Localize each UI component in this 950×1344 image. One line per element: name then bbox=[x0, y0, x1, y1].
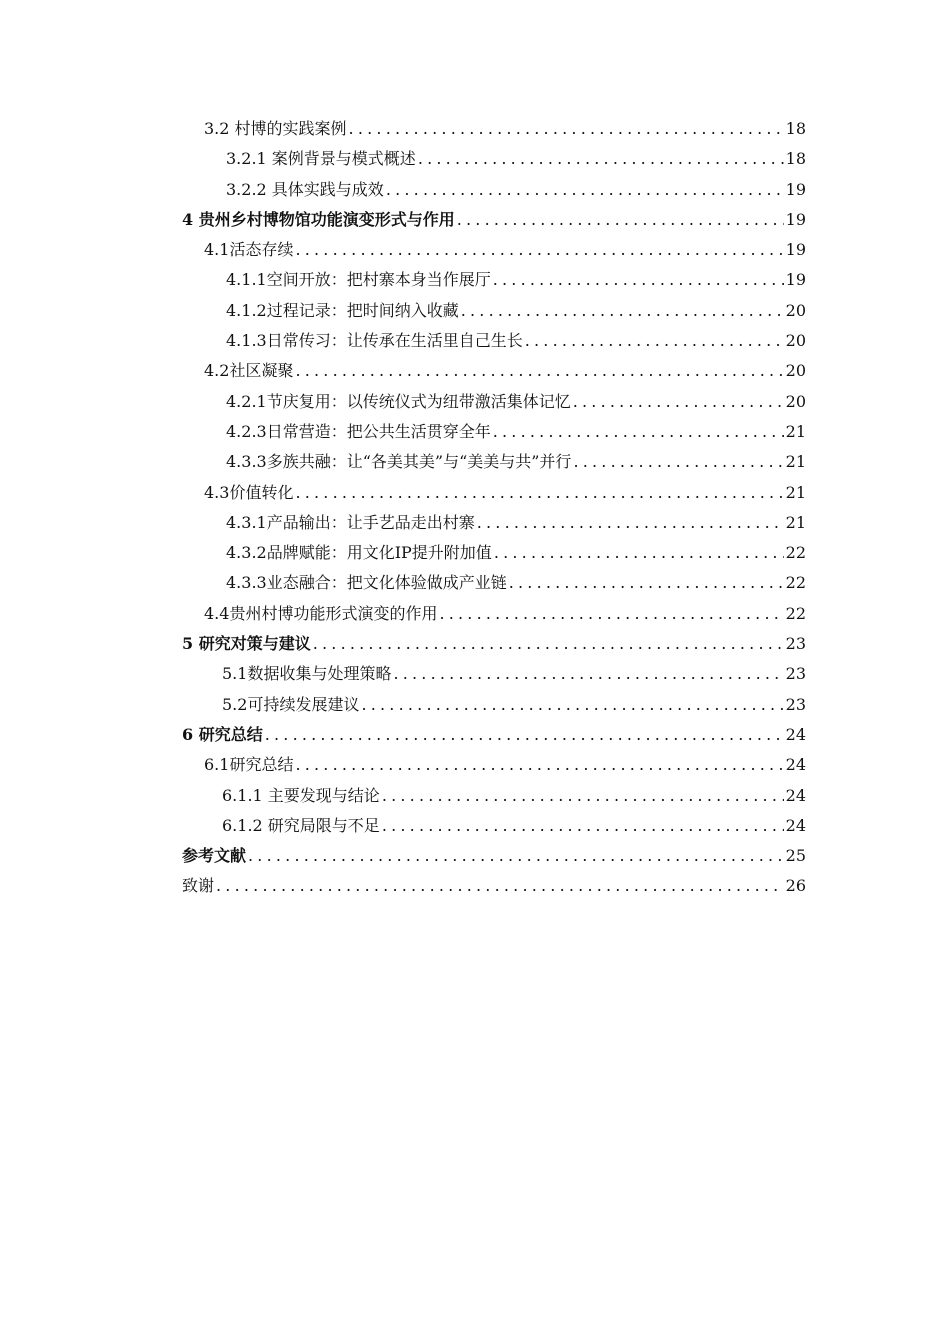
toc-leader-dots bbox=[573, 387, 784, 417]
toc-entry-page: 24 bbox=[785, 755, 806, 775]
toc-entry-title: 4.2.1节庆复用：以传统仪式为纽带激活集体记忆 bbox=[226, 391, 571, 411]
toc-entry-title: 3.2.1 案例背景与模式概述 bbox=[226, 149, 416, 169]
toc-entry-title: 4.1.2过程记录：把时间纳入收藏 bbox=[226, 300, 459, 320]
toc-entry-page: 20 bbox=[785, 391, 806, 411]
toc-entry[interactable] bbox=[182, 478, 806, 508]
toc-entry-title: 参考文献 bbox=[182, 846, 247, 866]
toc-entry-title: 3.2 村博的实践案例 bbox=[204, 119, 347, 138]
toc-entry[interactable] bbox=[182, 629, 806, 659]
toc-entry-title: 5.1数据收集与处理策略 bbox=[222, 664, 392, 684]
toc-entry-page: 23 bbox=[785, 634, 806, 654]
toc-entry-page: 23 bbox=[785, 664, 806, 684]
toc-leader-dots bbox=[313, 629, 784, 659]
toc-entry-title: 4.2.3日常营造：把公共生活贯穿全年 bbox=[226, 421, 491, 441]
toc-entry-title: 4.3.3多族共融：让“各美其美”与“美美与共”并行 bbox=[226, 452, 572, 472]
toc-entry[interactable] bbox=[182, 356, 806, 386]
toc-entry-page: 23 bbox=[785, 694, 806, 714]
toc-entry-title: 4.1.3日常传习：让传承在生活里自己生长 bbox=[226, 331, 523, 351]
toc-leader-dots bbox=[393, 659, 783, 689]
toc-entry-title: 4 贵州乡村博物馆功能演变形式与作用 bbox=[182, 209, 455, 229]
toc-leader-dots bbox=[525, 326, 784, 356]
toc-entry-title: 4.1活态存续 bbox=[204, 240, 294, 260]
toc-entry[interactable] bbox=[182, 175, 806, 205]
toc-entry-page: 19 bbox=[785, 270, 806, 290]
toc-entry-page: 24 bbox=[785, 815, 806, 835]
toc-entry[interactable] bbox=[182, 568, 806, 598]
toc-leader-dots bbox=[216, 871, 784, 901]
toc-entry-title: 4.1.1空间开放：把村寨本身当作展厅 bbox=[226, 270, 491, 290]
toc-entry-title: 4.3.3业态融合：把文化体验做成产业链 bbox=[226, 573, 507, 593]
toc-entry[interactable] bbox=[182, 781, 806, 811]
toc-entry[interactable] bbox=[182, 144, 806, 174]
toc-leader-dots bbox=[361, 690, 783, 720]
toc-leader-dots bbox=[461, 296, 784, 326]
toc-entry-title: 6.1.1 主要发现与结论 bbox=[222, 785, 380, 805]
toc-entry-title: 4.3.1产品输出：让手艺品走出村寨 bbox=[226, 512, 475, 532]
toc-entry-page: 18 bbox=[785, 119, 806, 138]
toc-entry[interactable] bbox=[182, 265, 806, 295]
toc-entry[interactable] bbox=[182, 205, 806, 235]
toc-leader-dots bbox=[418, 144, 784, 174]
toc-leader-dots bbox=[349, 114, 784, 144]
toc-entry-page: 24 bbox=[785, 785, 806, 805]
toc-leader-dots bbox=[295, 356, 783, 386]
toc-entry[interactable] bbox=[182, 538, 806, 568]
toc-entry[interactable] bbox=[182, 235, 806, 265]
toc-leader-dots bbox=[493, 265, 784, 295]
toc-entry[interactable] bbox=[182, 387, 806, 417]
toc-leader-dots bbox=[386, 175, 784, 205]
toc-entry[interactable] bbox=[182, 750, 806, 780]
toc-entry-title: 3.2.2 具体实践与成效 bbox=[226, 179, 384, 199]
toc-entry-page: 22 bbox=[785, 573, 806, 593]
toc-entry-page: 22 bbox=[785, 603, 806, 623]
toc-leader-dots bbox=[382, 781, 784, 811]
toc-entry-page: 25 bbox=[785, 846, 806, 866]
toc-entry[interactable] bbox=[182, 690, 806, 720]
toc-leader-dots bbox=[493, 417, 784, 447]
toc-entry-title: 6.1研究总结 bbox=[204, 755, 294, 775]
toc-entry-page: 21 bbox=[785, 512, 806, 532]
toc-leader-dots bbox=[457, 205, 784, 235]
toc-entry[interactable] bbox=[182, 871, 806, 901]
toc-entry-page: 21 bbox=[785, 421, 806, 441]
toc-entry[interactable] bbox=[182, 326, 806, 356]
toc-leader-dots bbox=[265, 720, 784, 750]
toc-entry-title: 4.2社区凝聚 bbox=[204, 361, 294, 381]
toc-entry-page: 20 bbox=[785, 361, 806, 381]
toc-leader-dots bbox=[248, 841, 784, 871]
toc-leader-dots bbox=[382, 811, 784, 841]
toc-entry-page: 22 bbox=[785, 543, 806, 563]
toc-entry-page: 21 bbox=[785, 452, 806, 472]
toc-entry-title: 5 研究对策与建议 bbox=[182, 634, 311, 654]
toc-entry-title: 致谢 bbox=[182, 876, 215, 896]
toc-entry-title: 4.3.2品牌赋能：用文化IP提升附加值 bbox=[226, 543, 492, 563]
toc-entry-title: 4.4贵州村博功能形式演变的作用 bbox=[204, 603, 438, 623]
toc-entry-title: 6 研究总结 bbox=[182, 724, 263, 744]
toc-entry[interactable] bbox=[182, 417, 806, 447]
toc-entry-title: 5.2可持续发展建议 bbox=[222, 694, 360, 714]
toc-entry[interactable] bbox=[182, 720, 806, 750]
toc-entry-page: 24 bbox=[785, 724, 806, 744]
table-of-contents bbox=[182, 114, 806, 902]
toc-entry-page: 21 bbox=[785, 482, 806, 502]
toc-leader-dots bbox=[295, 750, 783, 780]
toc-entry-page: 26 bbox=[785, 876, 806, 896]
toc-entry[interactable] bbox=[182, 841, 806, 871]
toc-entry[interactable] bbox=[182, 114, 806, 144]
toc-entry[interactable] bbox=[182, 811, 806, 841]
toc-leader-dots bbox=[295, 478, 783, 508]
toc-entry[interactable] bbox=[182, 296, 806, 326]
toc-entry[interactable] bbox=[182, 659, 806, 689]
toc-entry-page: 19 bbox=[785, 179, 806, 199]
toc-entry-page: 20 bbox=[785, 300, 806, 320]
toc-entry[interactable] bbox=[182, 508, 806, 538]
toc-leader-dots bbox=[494, 538, 784, 568]
toc-entry-page: 20 bbox=[785, 331, 806, 351]
toc-entry-page: 19 bbox=[785, 209, 806, 229]
toc-entry[interactable] bbox=[182, 599, 806, 629]
toc-entry-page: 18 bbox=[785, 149, 806, 169]
toc-entry-title: 6.1.2 研究局限与不足 bbox=[222, 815, 380, 835]
toc-entry[interactable] bbox=[182, 447, 806, 477]
toc-leader-dots bbox=[295, 235, 783, 265]
toc-leader-dots bbox=[573, 447, 783, 477]
toc-leader-dots bbox=[439, 599, 783, 629]
toc-entry-title: 4.3价值转化 bbox=[204, 482, 294, 502]
toc-leader-dots bbox=[509, 568, 784, 598]
toc-entry-page: 19 bbox=[785, 240, 806, 260]
toc-leader-dots bbox=[477, 508, 784, 538]
